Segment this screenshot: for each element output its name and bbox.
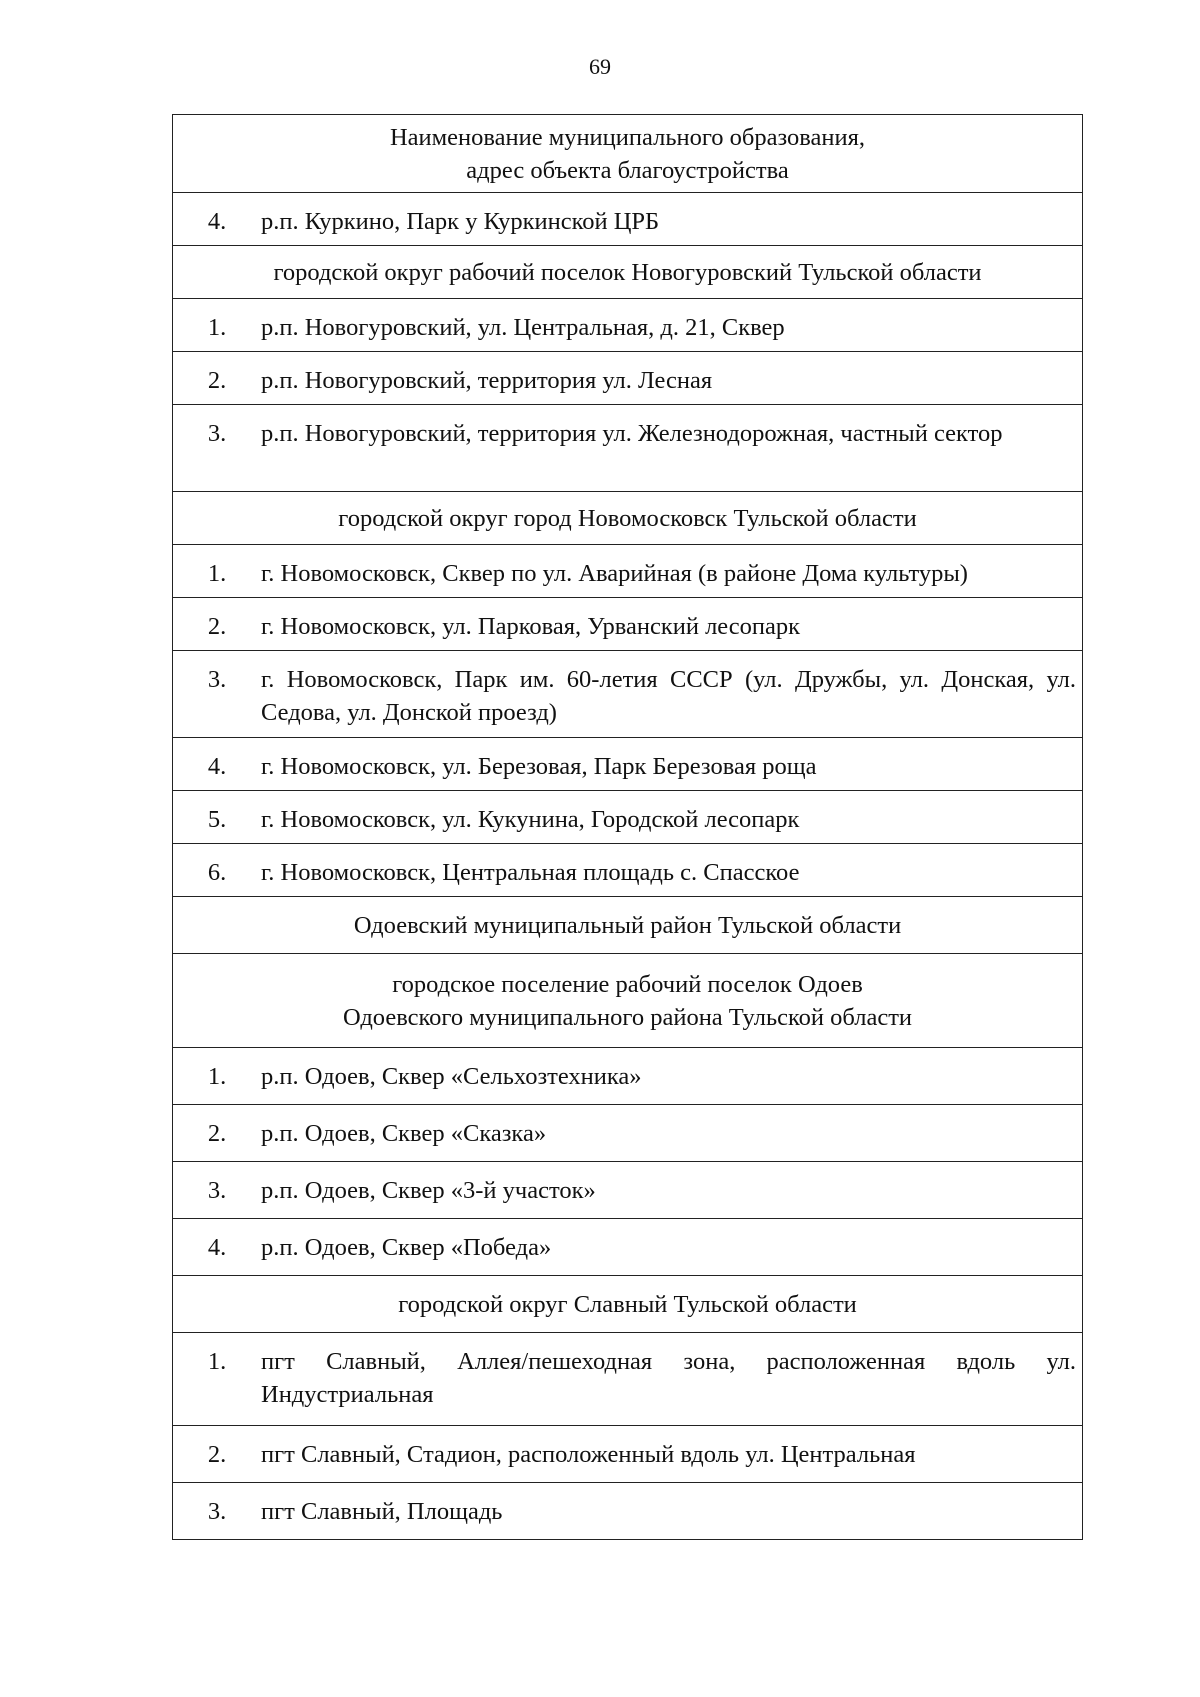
- table-row: [173, 1333, 1083, 1426]
- section-heading: [173, 897, 1083, 954]
- table-row: [173, 405, 1083, 492]
- row-address: пгт Славный, Площадь: [261, 1498, 503, 1525]
- section-heading-row: [173, 954, 1083, 1048]
- table-row: [173, 1219, 1083, 1276]
- table-row: [173, 651, 1083, 738]
- table-row: [173, 791, 1083, 844]
- row-address: р.п. Одоев, Сквер «Победа»: [261, 1234, 552, 1261]
- row-number: 5.: [207, 806, 227, 833]
- row-address: р.п. Новогуровский, ул. Центральная, д. 21, Сквер: [261, 314, 785, 341]
- row-number: 2.: [207, 1441, 227, 1468]
- section-heading: [173, 492, 1083, 545]
- row-address: г. Новомосковск, ул. Парковая, Урванский лесопарк: [261, 613, 801, 640]
- row-number: 4.: [207, 753, 227, 780]
- row-address: р.п. Одоев, Сквер «3-й участок»: [261, 1177, 596, 1204]
- section-heading-line: Одоевский муниципальный район Тульской области: [353, 911, 902, 939]
- table-row: [173, 1483, 1083, 1540]
- row-number: 4.: [207, 208, 227, 235]
- registry-table: [172, 114, 1083, 1540]
- section-heading-line: городской округ Славный Тульской области: [398, 1290, 857, 1318]
- row-address: г. Новомосковск, Парк им. 60-летия СССР (ул. Дружбы, ул. Донская, ул. Седова, ул. Донской проезд): [261, 666, 1076, 726]
- row-number: 1.: [207, 1348, 227, 1375]
- row-number: 3.: [207, 420, 227, 447]
- table-header-row: [173, 115, 1083, 193]
- row-address: пгт Славный, Стадион, расположенный вдоль ул. Центральная: [261, 1441, 916, 1468]
- row-number: 1.: [207, 1063, 227, 1090]
- page-number: 69: [589, 54, 611, 79]
- section-heading-line: городской округ рабочий поселок Новогуровский Тульской области: [273, 258, 982, 286]
- row-address: г. Новомосковск, ул. Березовая, Парк Березовая роща: [261, 753, 817, 780]
- row-address: р.п. Одоев, Сквер «Сказка»: [261, 1120, 547, 1147]
- table-row: [173, 352, 1083, 405]
- section-heading-row: [173, 1276, 1083, 1333]
- table-row: [173, 844, 1083, 897]
- table-row: [173, 1426, 1083, 1483]
- row-number: 2.: [207, 367, 227, 394]
- row-number: 3.: [207, 1498, 227, 1525]
- row-address: р.п. Новогуровский, территория ул. Железнодорожная, частный сектор: [261, 420, 1003, 447]
- row-address: пгт Славный, Аллея/пешеходная зона, расположенная вдоль ул. Индустриальная: [261, 1348, 1076, 1408]
- row-address: р.п. Одоев, Сквер «Сельхозтехника»: [261, 1063, 642, 1090]
- table-row: [173, 1162, 1083, 1219]
- row-address: г. Новомосковск, ул. Кукунина, Городской лесопарк: [261, 806, 800, 833]
- section-heading: [173, 246, 1083, 299]
- section-heading-row: [173, 492, 1083, 545]
- row-number: 1.: [207, 560, 227, 587]
- row-number: 1.: [207, 314, 227, 341]
- row-number: 3.: [207, 666, 227, 693]
- section-heading-line: городское поселение рабочий поселок Одоев: [392, 970, 863, 998]
- section-heading-line: Одоевского муниципального района Тульской области: [342, 1003, 913, 1031]
- row-number: 2.: [207, 1120, 227, 1147]
- header-line: адрес объекта благоустройства: [466, 156, 789, 184]
- table-row: [173, 598, 1083, 651]
- row-number: 2.: [207, 613, 227, 640]
- table-row: [173, 1105, 1083, 1162]
- row-address: р.п. Новогуровский, территория ул. Лесная: [261, 367, 713, 394]
- table-row: [173, 738, 1083, 791]
- table-row: [173, 299, 1083, 352]
- section-heading-row: [173, 897, 1083, 954]
- table-header-cell: [173, 115, 1083, 193]
- row-number: 6.: [207, 859, 227, 886]
- table-row: [173, 545, 1083, 598]
- row-number: 4.: [207, 1234, 227, 1261]
- section-heading-row: [173, 246, 1083, 299]
- section-heading-line: городской округ город Новомосковск Тульской области: [338, 504, 917, 532]
- row-address: г. Новомосковск, Центральная площадь с. Спасское: [261, 859, 800, 886]
- table-row: [173, 1048, 1083, 1105]
- row-number: 3.: [207, 1177, 227, 1204]
- section-heading: [173, 954, 1083, 1048]
- row-address: р.п. Куркино, Парк у Куркинской ЦРБ: [261, 208, 660, 235]
- row-address: г. Новомосковск, Сквер по ул. Аварийная (в районе Дома культуры): [261, 560, 968, 587]
- table-row: [173, 193, 1083, 246]
- section-heading: [173, 1276, 1083, 1333]
- header-line: Наименование муниципального образования,: [389, 123, 866, 151]
